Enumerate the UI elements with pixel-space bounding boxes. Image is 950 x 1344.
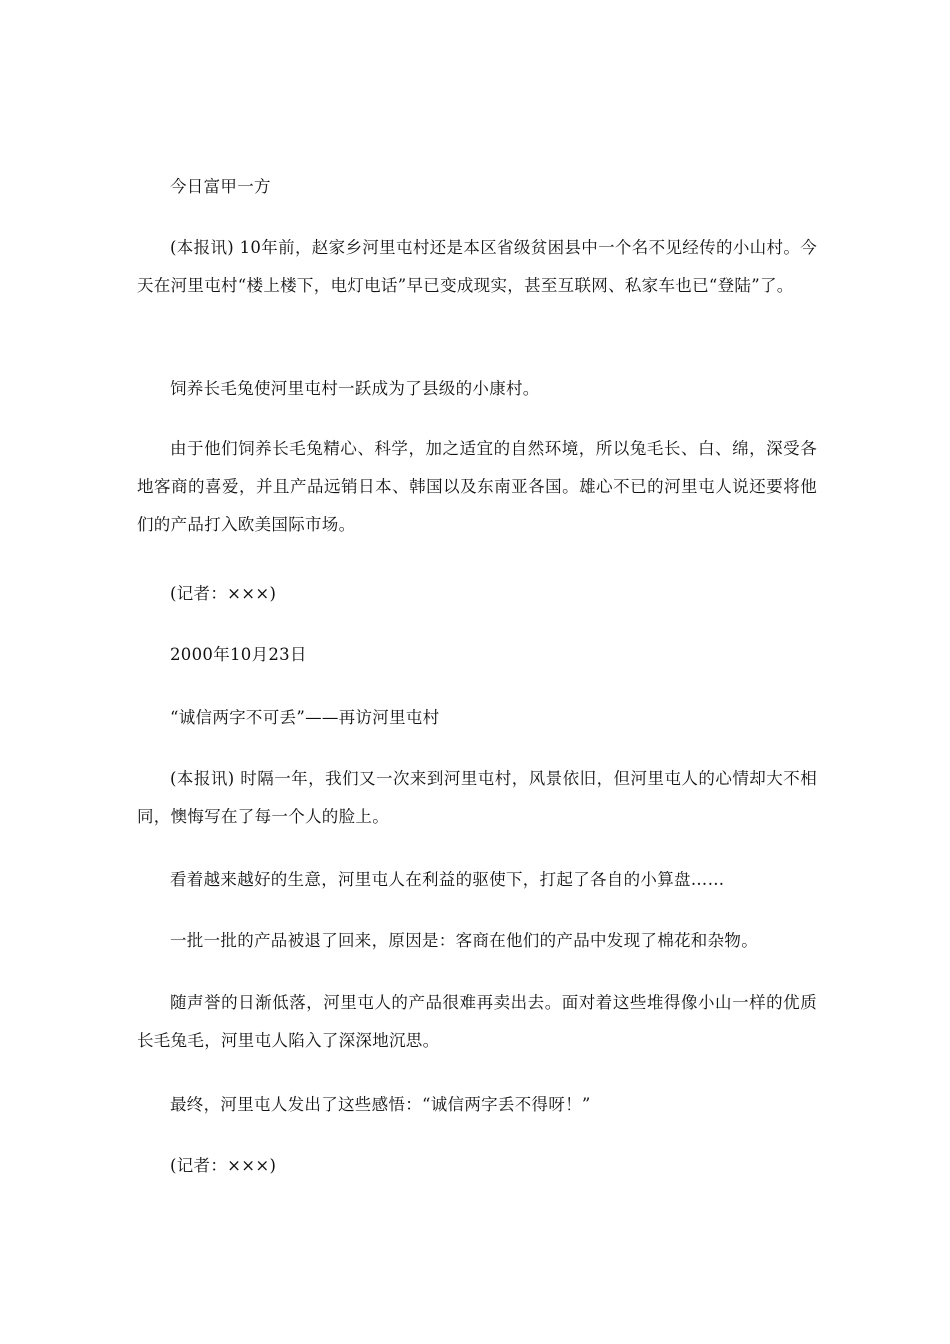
paragraph-3: 由于他们饲养长毛兔精心、科学，加之适宜的自然环境，所以兔毛长、白、绵，深受各地客商的喜爱，并且产品远销日本、韩国以及东南亚各国。雄心不已的河里屯人说还要将他们的产品打入欧美国际市场。 — [137, 439, 817, 534]
paragraph-4: (本报讯) 时隔一年，我们又一次来到河里屯村，风景依旧，但河里屯人的心情却大不相同，懊悔写在了每一个人的脸上。 — [137, 769, 817, 826]
headline-1: 今日富甲一方 — [170, 177, 271, 196]
reporter-line-2: (记者：×××) — [170, 1156, 277, 1175]
paragraph-5: 看着越来越好的生意，河里屯人在利益的驱使下，打起了各自的小算盘…… — [170, 870, 725, 889]
paragraph-1: (本报讯) 10年前，赵家乡河里屯村还是本区省级贫困县中一个名不见经传的小山村。今天在河里屯村“楼上楼下，电灯电话”早已变成现实，甚至互联网、私家车也已“登陆”了。 — [137, 238, 817, 295]
paragraph-8: 最终，河里屯人发出了这些感悟：“诚信两字丢不得呀！” — [170, 1095, 591, 1114]
paragraph-7: 随声誉的日渐低落，河里屯人的产品很难再卖出去。面对着这些堆得像小山一样的优质长毛兔毛，河里屯人陷入了深深地沉思。 — [137, 993, 817, 1050]
headline-2: “诚信两字不可丢”——再访河里屯村 — [170, 708, 440, 727]
paragraph-6: 一批一批的产品被退了回来，原因是：客商在他们的产品中发现了棉花和杂物。 — [170, 931, 758, 950]
reporter-line-1: (记者：×××) — [170, 584, 277, 603]
paragraph-2: 饲养长毛兔使河里屯村一跃成为了县级的小康村。 — [170, 379, 540, 398]
date-line: 2000年10月23日 — [170, 645, 307, 664]
